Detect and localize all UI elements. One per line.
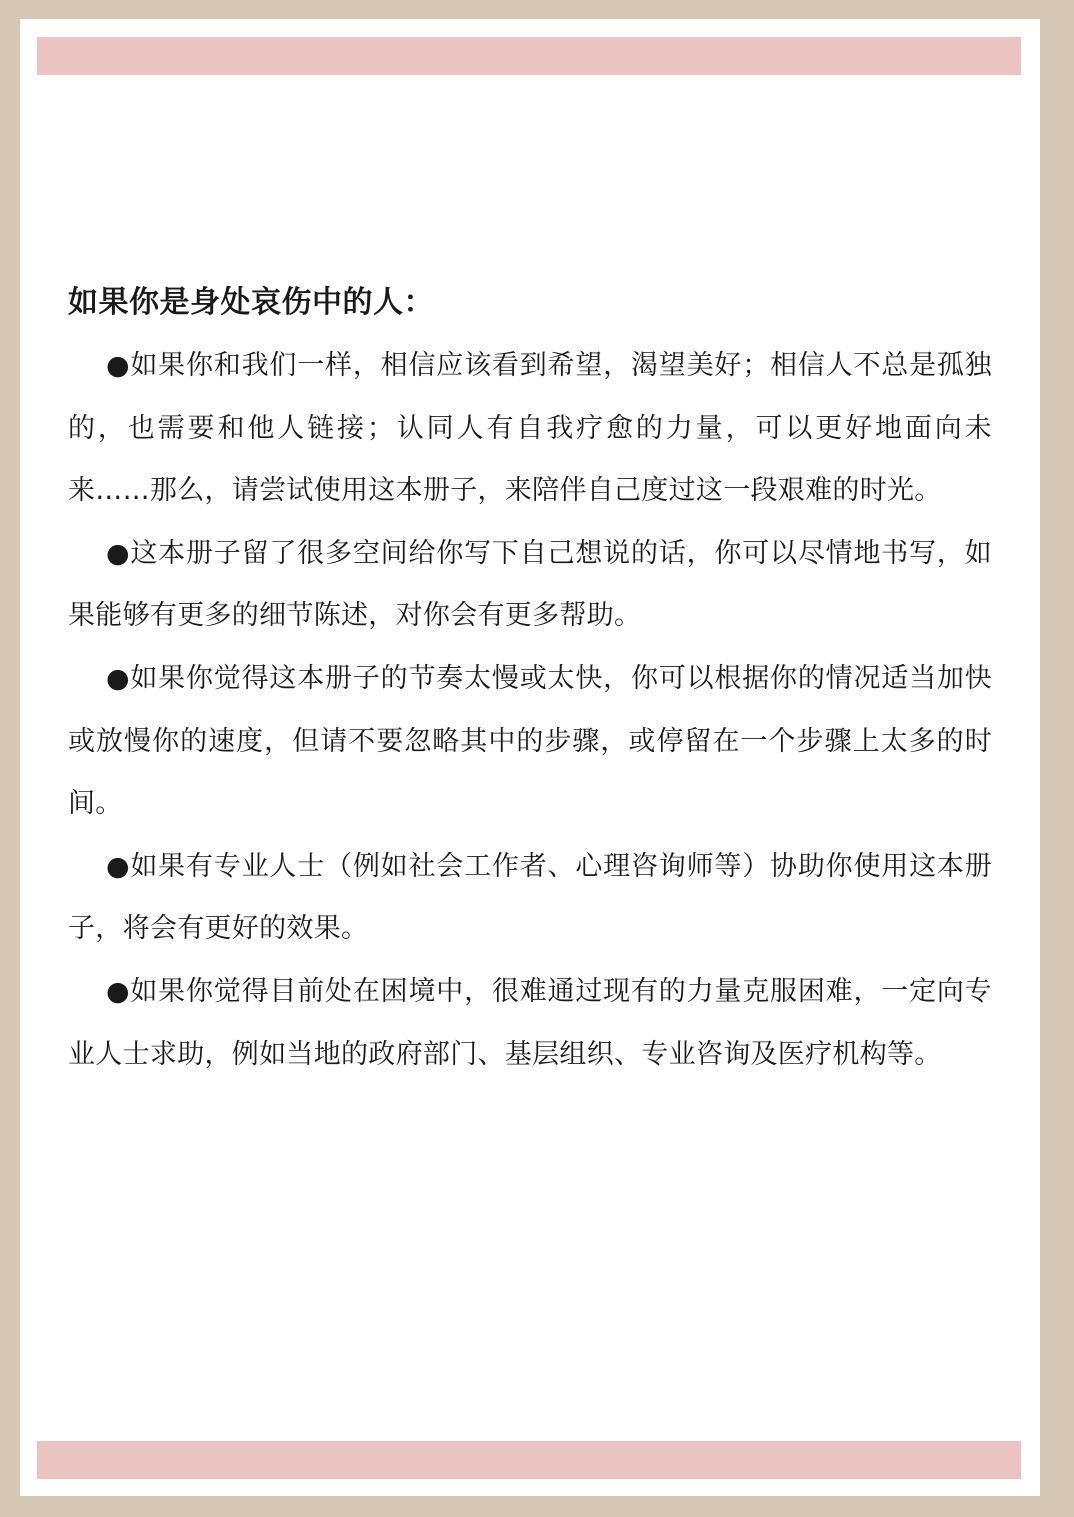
document-page <box>20 19 1040 1496</box>
guideline-paragraph: ●如果有专业人士（例如社会工作者、心理咨询师等）协助你使用这本册子，将会有更好的效果。 <box>68 850 992 945</box>
guideline-paragraph: ●这本册子留了很多空间给你写下自己想说的话，你可以尽情地书写，如果能够有更多的细节陈述，对你会有更多帮助。 <box>68 537 992 632</box>
bottom-decorative-band <box>37 1441 1021 1479</box>
section-heading: 如果你是身处哀伤中的人： <box>68 285 434 320</box>
guideline-paragraph: ●如果你觉得目前处在困境中，很难通过现有的力量克服困难，一定向专业人士求助，例如当地的政府部门、基层组织、专业咨询及医疗机构等。 <box>68 975 992 1070</box>
document-content <box>68 281 992 1086</box>
guideline-paragraph: ●如果你觉得这本册子的节奏太慢或太快，你可以根据你的情况适当加快或放慢你的速度，但请不要忽略其中的步骤，或停留在一个步骤上太多的时间。 <box>68 662 992 820</box>
guideline-paragraph: ●如果你和我们一样，相信应该看到希望，渴望美好；相信人不总是孤独的，也需要和他人链接；认同人有自我疗愈的力量，可以更好地面向未来……那么，请尝试使用这本册子，来陪伴自己度过这一段艰难的时光。 <box>68 350 992 507</box>
top-decorative-band <box>37 37 1021 75</box>
